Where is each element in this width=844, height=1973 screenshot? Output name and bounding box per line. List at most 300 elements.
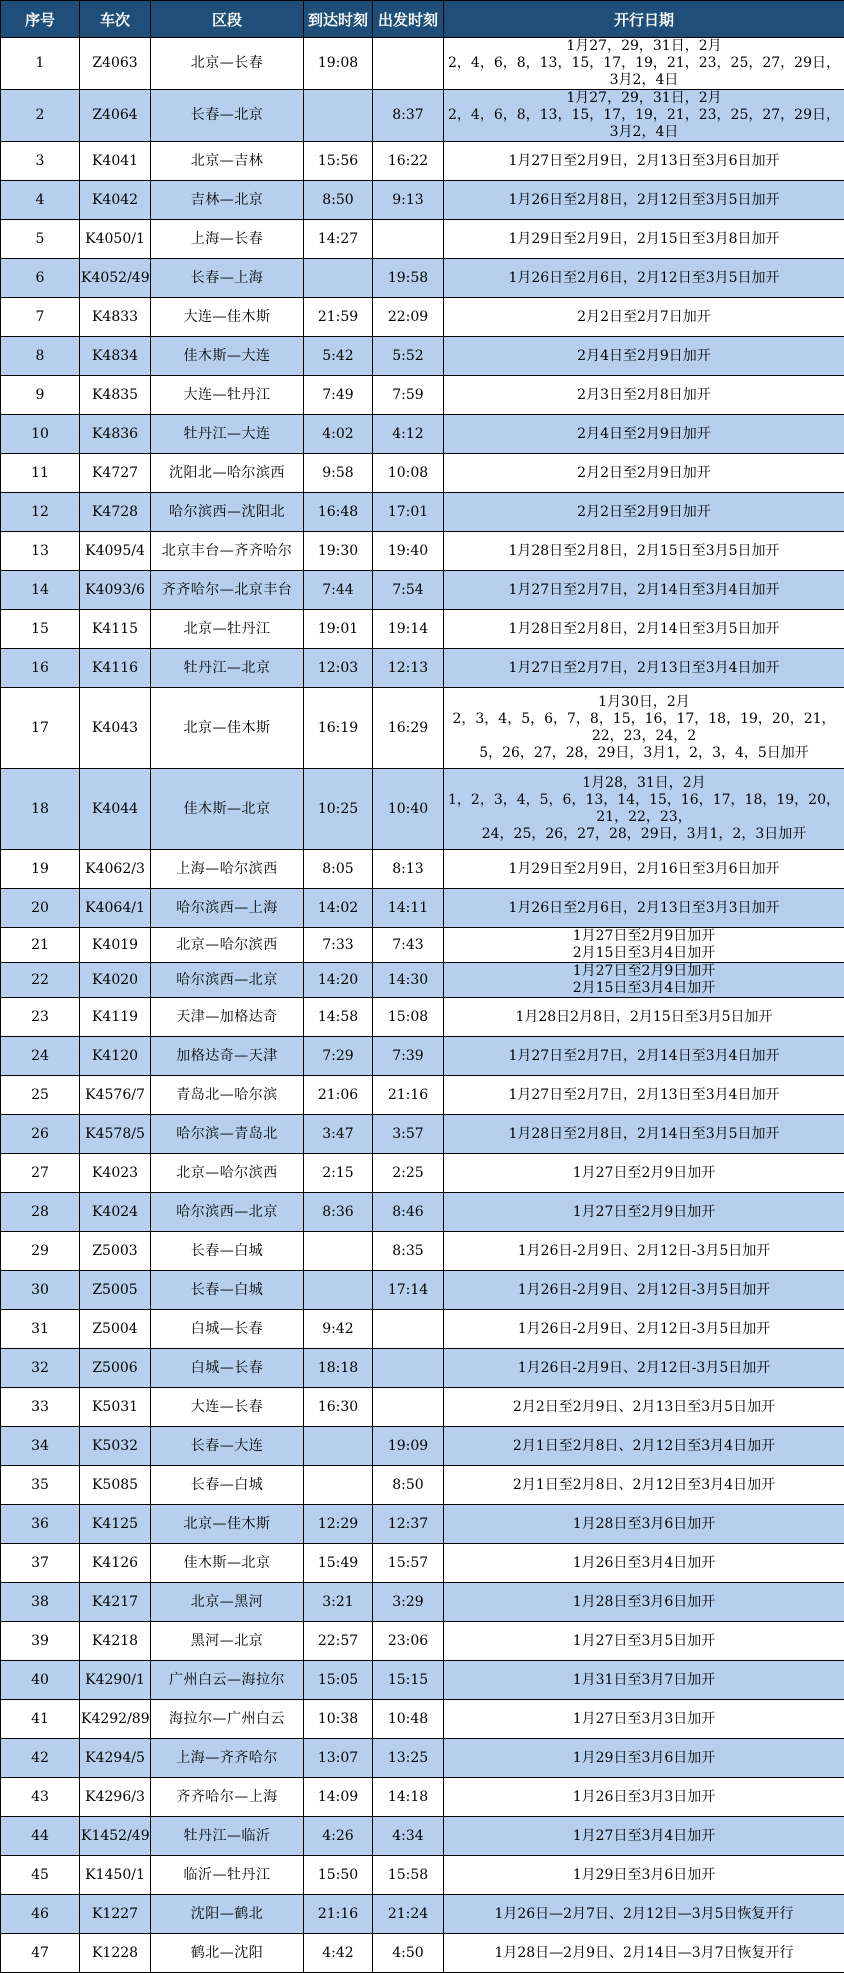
segment-cell: 北京丰台—齐齐哈尔 bbox=[151, 532, 304, 571]
arrival-time-cell: 13:07 bbox=[304, 1739, 373, 1778]
run-dates-line: 2月2日至2月9日加开 bbox=[445, 504, 843, 521]
table-row bbox=[1, 1271, 844, 1310]
table-row bbox=[1, 998, 844, 1037]
run-dates-line: 2月15日至3月4日加开 bbox=[445, 980, 843, 997]
arrival-time-cell: 8:36 bbox=[304, 1193, 373, 1232]
arrival-time-cell: 15:50 bbox=[304, 1856, 373, 1895]
departure-time-cell: 2:25 bbox=[373, 1154, 444, 1193]
segment-cell: 哈尔滨西—北京 bbox=[151, 963, 304, 998]
departure-time-cell: 4:34 bbox=[373, 1817, 444, 1856]
train-number-cell: K4578/5 bbox=[80, 1115, 151, 1154]
arrival-time-cell: 18:18 bbox=[304, 1349, 373, 1388]
train-number-cell: K4050/1 bbox=[80, 220, 151, 259]
segment-cell: 北京—吉林 bbox=[151, 142, 304, 181]
departure-time-cell: 12:37 bbox=[373, 1505, 444, 1544]
run-dates-cell bbox=[444, 1154, 844, 1193]
departure-time-cell: 8:46 bbox=[373, 1193, 444, 1232]
table-row bbox=[1, 1466, 844, 1505]
departure-time-cell: 14:18 bbox=[373, 1778, 444, 1817]
train-number-cell: K4294/5 bbox=[80, 1739, 151, 1778]
table-row bbox=[1, 571, 844, 610]
run-dates-line: 1月27日至2月9日加开 bbox=[445, 963, 843, 980]
segment-cell: 哈尔滨—青岛北 bbox=[151, 1115, 304, 1154]
arrival-time-cell: 14:20 bbox=[304, 963, 373, 998]
seq-cell: 32 bbox=[1, 1349, 80, 1388]
run-dates-cell bbox=[444, 259, 844, 298]
segment-cell: 沈阳北—哈尔滨西 bbox=[151, 454, 304, 493]
segment-cell: 长春—大连 bbox=[151, 1427, 304, 1466]
seq-cell: 20 bbox=[1, 889, 80, 928]
run-dates-line: 1月27日至3月4日加开 bbox=[445, 1828, 843, 1845]
arrival-time-cell: 14:09 bbox=[304, 1778, 373, 1817]
table-row bbox=[1, 1193, 844, 1232]
run-dates-cell bbox=[444, 415, 844, 454]
train-number-cell: K4119 bbox=[80, 998, 151, 1037]
seq-cell: 30 bbox=[1, 1271, 80, 1310]
seq-cell: 21 bbox=[1, 928, 80, 963]
departure-time-cell bbox=[373, 1310, 444, 1349]
segment-cell: 长春—北京 bbox=[151, 90, 304, 142]
header-seq: 序号 bbox=[1, 1, 80, 38]
seq-cell: 25 bbox=[1, 1076, 80, 1115]
train-number-cell: K5085 bbox=[80, 1466, 151, 1505]
train-number-cell: K4126 bbox=[80, 1544, 151, 1583]
arrival-time-cell: 12:03 bbox=[304, 649, 373, 688]
table-row bbox=[1, 220, 844, 259]
departure-time-cell: 5:52 bbox=[373, 337, 444, 376]
train-number-cell: K4023 bbox=[80, 1154, 151, 1193]
run-dates-cell bbox=[444, 1193, 844, 1232]
run-dates-line: 2，4，6，8，13，15，17，19，21，23，25，27，29日，3月2，4日 bbox=[445, 107, 843, 141]
train-number-cell: K4120 bbox=[80, 1037, 151, 1076]
run-dates-line: 1月26日至2月6日，2月12日至3月5日加开 bbox=[445, 270, 843, 287]
run-dates-line: 2月2日至2月9日加开 bbox=[445, 465, 843, 482]
arrival-time-cell: 8:50 bbox=[304, 181, 373, 220]
table-row bbox=[1, 1583, 844, 1622]
departure-time-cell: 15:57 bbox=[373, 1544, 444, 1583]
run-dates-cell bbox=[444, 298, 844, 337]
arrival-time-cell: 8:05 bbox=[304, 850, 373, 889]
train-number-cell: K4115 bbox=[80, 610, 151, 649]
run-dates-line: 1月28日2月8日，2月15日至3月5日加开 bbox=[445, 1009, 843, 1026]
run-dates-line: 2月3日至2月8日加开 bbox=[445, 387, 843, 404]
run-dates-line: 2月1日至2月8日、2月12日至3月4日加开 bbox=[445, 1477, 843, 1494]
run-dates-cell bbox=[444, 1583, 844, 1622]
run-dates-cell bbox=[444, 220, 844, 259]
arrival-time-cell: 5:42 bbox=[304, 337, 373, 376]
table-row bbox=[1, 1661, 844, 1700]
run-dates-line: 1月29日至3月6日加开 bbox=[445, 1750, 843, 1767]
run-dates-cell bbox=[444, 1271, 844, 1310]
train-number-cell: K4833 bbox=[80, 298, 151, 337]
departure-time-cell: 10:48 bbox=[373, 1700, 444, 1739]
seq-cell: 18 bbox=[1, 769, 80, 850]
run-dates-cell bbox=[444, 850, 844, 889]
seq-cell: 34 bbox=[1, 1427, 80, 1466]
run-dates-line: 1月28日至2月8日，2月14日至3月5日加开 bbox=[445, 621, 843, 638]
arrival-time-cell: 21:59 bbox=[304, 298, 373, 337]
departure-time-cell: 10:40 bbox=[373, 769, 444, 850]
arrival-time-cell: 9:42 bbox=[304, 1310, 373, 1349]
arrival-time-cell: 4:26 bbox=[304, 1817, 373, 1856]
run-dates-line: 1月26日-2月9日、2月12日-3月5日加开 bbox=[445, 1360, 843, 1377]
table-row bbox=[1, 1037, 844, 1076]
departure-time-cell: 22:09 bbox=[373, 298, 444, 337]
table-row bbox=[1, 454, 844, 493]
train-number-cell: K4024 bbox=[80, 1193, 151, 1232]
arrival-time-cell: 7:33 bbox=[304, 928, 373, 963]
departure-time-cell: 17:01 bbox=[373, 493, 444, 532]
segment-cell: 北京—黑河 bbox=[151, 1583, 304, 1622]
seq-cell: 6 bbox=[1, 259, 80, 298]
run-dates-cell bbox=[444, 1817, 844, 1856]
arrival-time-cell bbox=[304, 1271, 373, 1310]
segment-cell: 大连—牡丹江 bbox=[151, 376, 304, 415]
departure-time-cell: 21:16 bbox=[373, 1076, 444, 1115]
seq-cell: 39 bbox=[1, 1622, 80, 1661]
train-number-cell: K4062/3 bbox=[80, 850, 151, 889]
train-number-cell: K1227 bbox=[80, 1895, 151, 1934]
arrival-time-cell: 16:19 bbox=[304, 688, 373, 769]
run-dates-line: 1月26日-2月9日、2月12日-3月5日加开 bbox=[445, 1321, 843, 1338]
departure-time-cell: 19:58 bbox=[373, 259, 444, 298]
seq-cell: 47 bbox=[1, 1934, 80, 1973]
run-dates-cell bbox=[444, 493, 844, 532]
seq-cell: 2 bbox=[1, 90, 80, 142]
arrival-time-cell: 14:58 bbox=[304, 998, 373, 1037]
run-dates-cell bbox=[444, 1544, 844, 1583]
segment-cell: 长春—白城 bbox=[151, 1271, 304, 1310]
run-dates-line: 1月27日至2月7日，2月13日至3月4日加开 bbox=[445, 660, 843, 677]
segment-cell: 海拉尔—广州白云 bbox=[151, 1700, 304, 1739]
table-row bbox=[1, 1856, 844, 1895]
segment-cell: 上海—哈尔滨西 bbox=[151, 850, 304, 889]
train-number-cell: K4728 bbox=[80, 493, 151, 532]
table-row bbox=[1, 1895, 844, 1934]
table-row bbox=[1, 850, 844, 889]
departure-time-cell bbox=[373, 1388, 444, 1427]
run-dates-cell bbox=[444, 1076, 844, 1115]
run-dates-line: 1月27日至2月9日加开 bbox=[445, 1204, 843, 1221]
segment-cell: 上海—齐齐哈尔 bbox=[151, 1739, 304, 1778]
run-dates-cell bbox=[444, 1115, 844, 1154]
run-dates-cell bbox=[444, 90, 844, 142]
table-header bbox=[1, 1, 844, 38]
run-dates-line: 1月27日至2月9日加开 bbox=[445, 1165, 843, 1182]
run-dates-cell bbox=[444, 1739, 844, 1778]
train-number-cell: K4020 bbox=[80, 963, 151, 998]
run-dates-line: 1月27日至3月3日加开 bbox=[445, 1711, 843, 1728]
seq-cell: 13 bbox=[1, 532, 80, 571]
seq-cell: 27 bbox=[1, 1154, 80, 1193]
segment-cell: 佳木斯—北京 bbox=[151, 1544, 304, 1583]
run-dates-line: 1月26日至2月8日，2月12日至3月5日加开 bbox=[445, 192, 843, 209]
seq-cell: 43 bbox=[1, 1778, 80, 1817]
seq-cell: 36 bbox=[1, 1505, 80, 1544]
train-number-cell: K4292/89 bbox=[80, 1700, 151, 1739]
run-dates-line: 1月27日至2月7日，2月14日至3月4日加开 bbox=[445, 582, 843, 599]
arrival-time-cell: 21:06 bbox=[304, 1076, 373, 1115]
departure-time-cell: 15:08 bbox=[373, 998, 444, 1037]
table-row bbox=[1, 298, 844, 337]
table-row bbox=[1, 376, 844, 415]
run-dates-line: 1月26日-2月9日、2月12日-3月5日加开 bbox=[445, 1282, 843, 1299]
seq-cell: 15 bbox=[1, 610, 80, 649]
departure-time-cell: 3:57 bbox=[373, 1115, 444, 1154]
segment-cell: 牡丹江—临沂 bbox=[151, 1817, 304, 1856]
table-row bbox=[1, 259, 844, 298]
run-dates-line: 1月26日至3月4日加开 bbox=[445, 1555, 843, 1572]
run-dates-line: 2月4日至2月9日加开 bbox=[445, 348, 843, 365]
run-dates-cell bbox=[444, 1934, 844, 1973]
seq-cell: 40 bbox=[1, 1661, 80, 1700]
segment-cell: 临沂—牡丹江 bbox=[151, 1856, 304, 1895]
segment-cell: 北京—长春 bbox=[151, 38, 304, 90]
departure-time-cell: 8:13 bbox=[373, 850, 444, 889]
departure-time-cell: 17:14 bbox=[373, 1271, 444, 1310]
train-number-cell: K5032 bbox=[80, 1427, 151, 1466]
segment-cell: 哈尔滨西—沈阳北 bbox=[151, 493, 304, 532]
seq-cell: 5 bbox=[1, 220, 80, 259]
segment-cell: 哈尔滨西—北京 bbox=[151, 1193, 304, 1232]
run-dates-cell bbox=[444, 1232, 844, 1271]
table-row bbox=[1, 1154, 844, 1193]
run-dates-line: 1月27日至2月7日，2月13日至3月4日加开 bbox=[445, 1087, 843, 1104]
train-number-cell: K4217 bbox=[80, 1583, 151, 1622]
header-segment: 区段 bbox=[151, 1, 304, 38]
seq-cell: 19 bbox=[1, 850, 80, 889]
segment-cell: 上海—长春 bbox=[151, 220, 304, 259]
table-row bbox=[1, 1076, 844, 1115]
segment-cell: 牡丹江—大连 bbox=[151, 415, 304, 454]
table-row bbox=[1, 1232, 844, 1271]
arrival-time-cell: 7:29 bbox=[304, 1037, 373, 1076]
run-dates-line: 1月31日至3月7日加开 bbox=[445, 1672, 843, 1689]
table-row bbox=[1, 769, 844, 850]
segment-cell: 哈尔滨西—上海 bbox=[151, 889, 304, 928]
train-number-cell: K4834 bbox=[80, 337, 151, 376]
seq-cell: 10 bbox=[1, 415, 80, 454]
run-dates-cell bbox=[444, 1427, 844, 1466]
arrival-time-cell: 16:30 bbox=[304, 1388, 373, 1427]
table-row bbox=[1, 688, 844, 769]
run-dates-line: 1月28日至3月6日加开 bbox=[445, 1594, 843, 1611]
departure-time-cell: 8:50 bbox=[373, 1466, 444, 1505]
arrival-time-cell: 16:48 bbox=[304, 493, 373, 532]
seq-cell: 14 bbox=[1, 571, 80, 610]
segment-cell: 北京—佳木斯 bbox=[151, 1505, 304, 1544]
table-row bbox=[1, 493, 844, 532]
arrival-time-cell: 19:01 bbox=[304, 610, 373, 649]
arrival-time-cell: 15:05 bbox=[304, 1661, 373, 1700]
run-dates-line: 2，4，6，8，13，15，17，19，21，23，25，27，29日，3月2，4日 bbox=[445, 55, 843, 89]
departure-time-cell: 8:37 bbox=[373, 90, 444, 142]
departure-time-cell: 7:59 bbox=[373, 376, 444, 415]
seq-cell: 38 bbox=[1, 1583, 80, 1622]
train-number-cell: K4042 bbox=[80, 181, 151, 220]
seq-cell: 26 bbox=[1, 1115, 80, 1154]
train-number-cell: K4116 bbox=[80, 649, 151, 688]
seq-cell: 9 bbox=[1, 376, 80, 415]
table-row bbox=[1, 1310, 844, 1349]
seq-cell: 16 bbox=[1, 649, 80, 688]
seq-cell: 23 bbox=[1, 998, 80, 1037]
run-dates-line: 1月28日至2月8日，2月14日至3月5日加开 bbox=[445, 1126, 843, 1143]
train-number-cell: K1450/1 bbox=[80, 1856, 151, 1895]
departure-time-cell: 21:24 bbox=[373, 1895, 444, 1934]
train-number-cell: K4019 bbox=[80, 928, 151, 963]
run-dates-line: 1月27日至2月9日加开 bbox=[445, 928, 843, 945]
segment-cell: 大连—佳木斯 bbox=[151, 298, 304, 337]
train-number-cell: K4095/4 bbox=[80, 532, 151, 571]
run-dates-line: 2月4日至2月9日加开 bbox=[445, 426, 843, 443]
departure-time-cell: 4:50 bbox=[373, 1934, 444, 1973]
segment-cell: 沈阳—鹤北 bbox=[151, 1895, 304, 1934]
table-row bbox=[1, 1622, 844, 1661]
run-dates-cell bbox=[444, 376, 844, 415]
run-dates-cell bbox=[444, 889, 844, 928]
run-dates-line: 1月29日至2月9日，2月16日至3月6日加开 bbox=[445, 861, 843, 878]
seq-cell: 17 bbox=[1, 688, 80, 769]
run-dates-cell bbox=[444, 1700, 844, 1739]
departure-time-cell: 19:09 bbox=[373, 1427, 444, 1466]
seq-cell: 29 bbox=[1, 1232, 80, 1271]
seq-cell: 44 bbox=[1, 1817, 80, 1856]
train-number-cell: K4290/1 bbox=[80, 1661, 151, 1700]
run-dates-cell bbox=[444, 928, 844, 963]
train-number-cell: K4576/7 bbox=[80, 1076, 151, 1115]
table-row bbox=[1, 532, 844, 571]
departure-time-cell: 14:11 bbox=[373, 889, 444, 928]
segment-cell: 佳木斯—大连 bbox=[151, 337, 304, 376]
run-dates-cell bbox=[444, 142, 844, 181]
train-number-cell: Z4063 bbox=[80, 38, 151, 90]
seq-cell: 8 bbox=[1, 337, 80, 376]
seq-cell: 31 bbox=[1, 1310, 80, 1349]
arrival-time-cell: 10:38 bbox=[304, 1700, 373, 1739]
table-row bbox=[1, 1427, 844, 1466]
segment-cell: 北京—哈尔滨西 bbox=[151, 928, 304, 963]
departure-time-cell: 13:25 bbox=[373, 1739, 444, 1778]
run-dates-cell bbox=[444, 610, 844, 649]
departure-time-cell bbox=[373, 220, 444, 259]
train-number-cell: K4064/1 bbox=[80, 889, 151, 928]
run-dates-line: 1月28日至2月8日，2月15日至3月5日加开 bbox=[445, 543, 843, 560]
run-dates-cell bbox=[444, 1505, 844, 1544]
seq-cell: 33 bbox=[1, 1388, 80, 1427]
segment-cell: 青岛北—哈尔滨 bbox=[151, 1076, 304, 1115]
run-dates-cell bbox=[444, 454, 844, 493]
run-dates-cell bbox=[444, 38, 844, 90]
segment-cell: 加格达奇—天津 bbox=[151, 1037, 304, 1076]
run-dates-cell bbox=[444, 963, 844, 998]
departure-time-cell: 8:35 bbox=[373, 1232, 444, 1271]
train-number-cell: K4836 bbox=[80, 415, 151, 454]
departure-time-cell: 15:15 bbox=[373, 1661, 444, 1700]
run-dates-cell bbox=[444, 1856, 844, 1895]
table-row bbox=[1, 1739, 844, 1778]
table-body bbox=[1, 38, 844, 1973]
train-number-cell: K4093/6 bbox=[80, 571, 151, 610]
segment-cell: 长春—上海 bbox=[151, 259, 304, 298]
run-dates-cell bbox=[444, 1622, 844, 1661]
train-number-cell: Z5006 bbox=[80, 1349, 151, 1388]
table-row bbox=[1, 142, 844, 181]
run-dates-cell bbox=[444, 1037, 844, 1076]
run-dates-cell bbox=[444, 181, 844, 220]
run-dates-cell bbox=[444, 532, 844, 571]
run-dates-cell bbox=[444, 688, 844, 769]
run-dates-line: 2月2日至2月7日加开 bbox=[445, 309, 843, 326]
table-row bbox=[1, 1544, 844, 1583]
run-dates-cell bbox=[444, 337, 844, 376]
arrival-time-cell bbox=[304, 1232, 373, 1271]
table-row bbox=[1, 1115, 844, 1154]
train-number-cell: K4041 bbox=[80, 142, 151, 181]
arrival-time-cell: 19:30 bbox=[304, 532, 373, 571]
arrival-time-cell: 15:56 bbox=[304, 142, 373, 181]
seq-cell: 45 bbox=[1, 1856, 80, 1895]
run-dates-line: 1月26日—2月7日、2月12日—3月5日恢复开行 bbox=[445, 1906, 843, 1923]
segment-cell: 齐齐哈尔—上海 bbox=[151, 1778, 304, 1817]
run-dates-line: 2月2日至2月9日、2月13日至3月5日加开 bbox=[445, 1399, 843, 1416]
run-dates-cell bbox=[444, 769, 844, 850]
table-row bbox=[1, 337, 844, 376]
table-row bbox=[1, 1778, 844, 1817]
seq-cell: 37 bbox=[1, 1544, 80, 1583]
arrival-time-cell: 2:15 bbox=[304, 1154, 373, 1193]
table-row bbox=[1, 90, 844, 142]
run-dates-cell bbox=[444, 649, 844, 688]
departure-time-cell: 12:13 bbox=[373, 649, 444, 688]
departure-time-cell: 10:08 bbox=[373, 454, 444, 493]
header-arrival: 到达时刻 bbox=[304, 1, 373, 38]
departure-time-cell: 4:12 bbox=[373, 415, 444, 454]
run-dates-line: 1月30日，2月 bbox=[445, 694, 843, 711]
table-row bbox=[1, 649, 844, 688]
seq-cell: 42 bbox=[1, 1739, 80, 1778]
seq-cell: 4 bbox=[1, 181, 80, 220]
departure-time-cell: 19:14 bbox=[373, 610, 444, 649]
train-number-cell: K4296/3 bbox=[80, 1778, 151, 1817]
run-dates-line: 1月26日至3月3日加开 bbox=[445, 1789, 843, 1806]
arrival-time-cell bbox=[304, 259, 373, 298]
table-row bbox=[1, 1349, 844, 1388]
arrival-time-cell: 3:47 bbox=[304, 1115, 373, 1154]
train-number-cell: Z5003 bbox=[80, 1232, 151, 1271]
table-row bbox=[1, 1505, 844, 1544]
arrival-time-cell bbox=[304, 1427, 373, 1466]
run-dates-line: 1月28，31日，2月 bbox=[445, 775, 843, 792]
departure-time-cell: 7:43 bbox=[373, 928, 444, 963]
seq-cell: 11 bbox=[1, 454, 80, 493]
arrival-time-cell: 12:29 bbox=[304, 1505, 373, 1544]
arrival-time-cell: 14:02 bbox=[304, 889, 373, 928]
departure-time-cell: 14:30 bbox=[373, 963, 444, 998]
table-row bbox=[1, 963, 844, 998]
departure-time-cell: 16:22 bbox=[373, 142, 444, 181]
segment-cell: 北京—佳木斯 bbox=[151, 688, 304, 769]
table-row bbox=[1, 889, 844, 928]
run-dates-line: 1月26日至2月6日，2月13日至3月3日加开 bbox=[445, 900, 843, 917]
departure-time-cell: 9:13 bbox=[373, 181, 444, 220]
header-train: 车次 bbox=[80, 1, 151, 38]
train-number-cell: K4044 bbox=[80, 769, 151, 850]
table-row bbox=[1, 181, 844, 220]
run-dates-cell bbox=[444, 998, 844, 1037]
run-dates-line: 2，3，4，5，6，7，8，15，16，17，18，19，20，21，22，23，24，2 bbox=[445, 711, 843, 745]
train-number-cell: K4218 bbox=[80, 1622, 151, 1661]
